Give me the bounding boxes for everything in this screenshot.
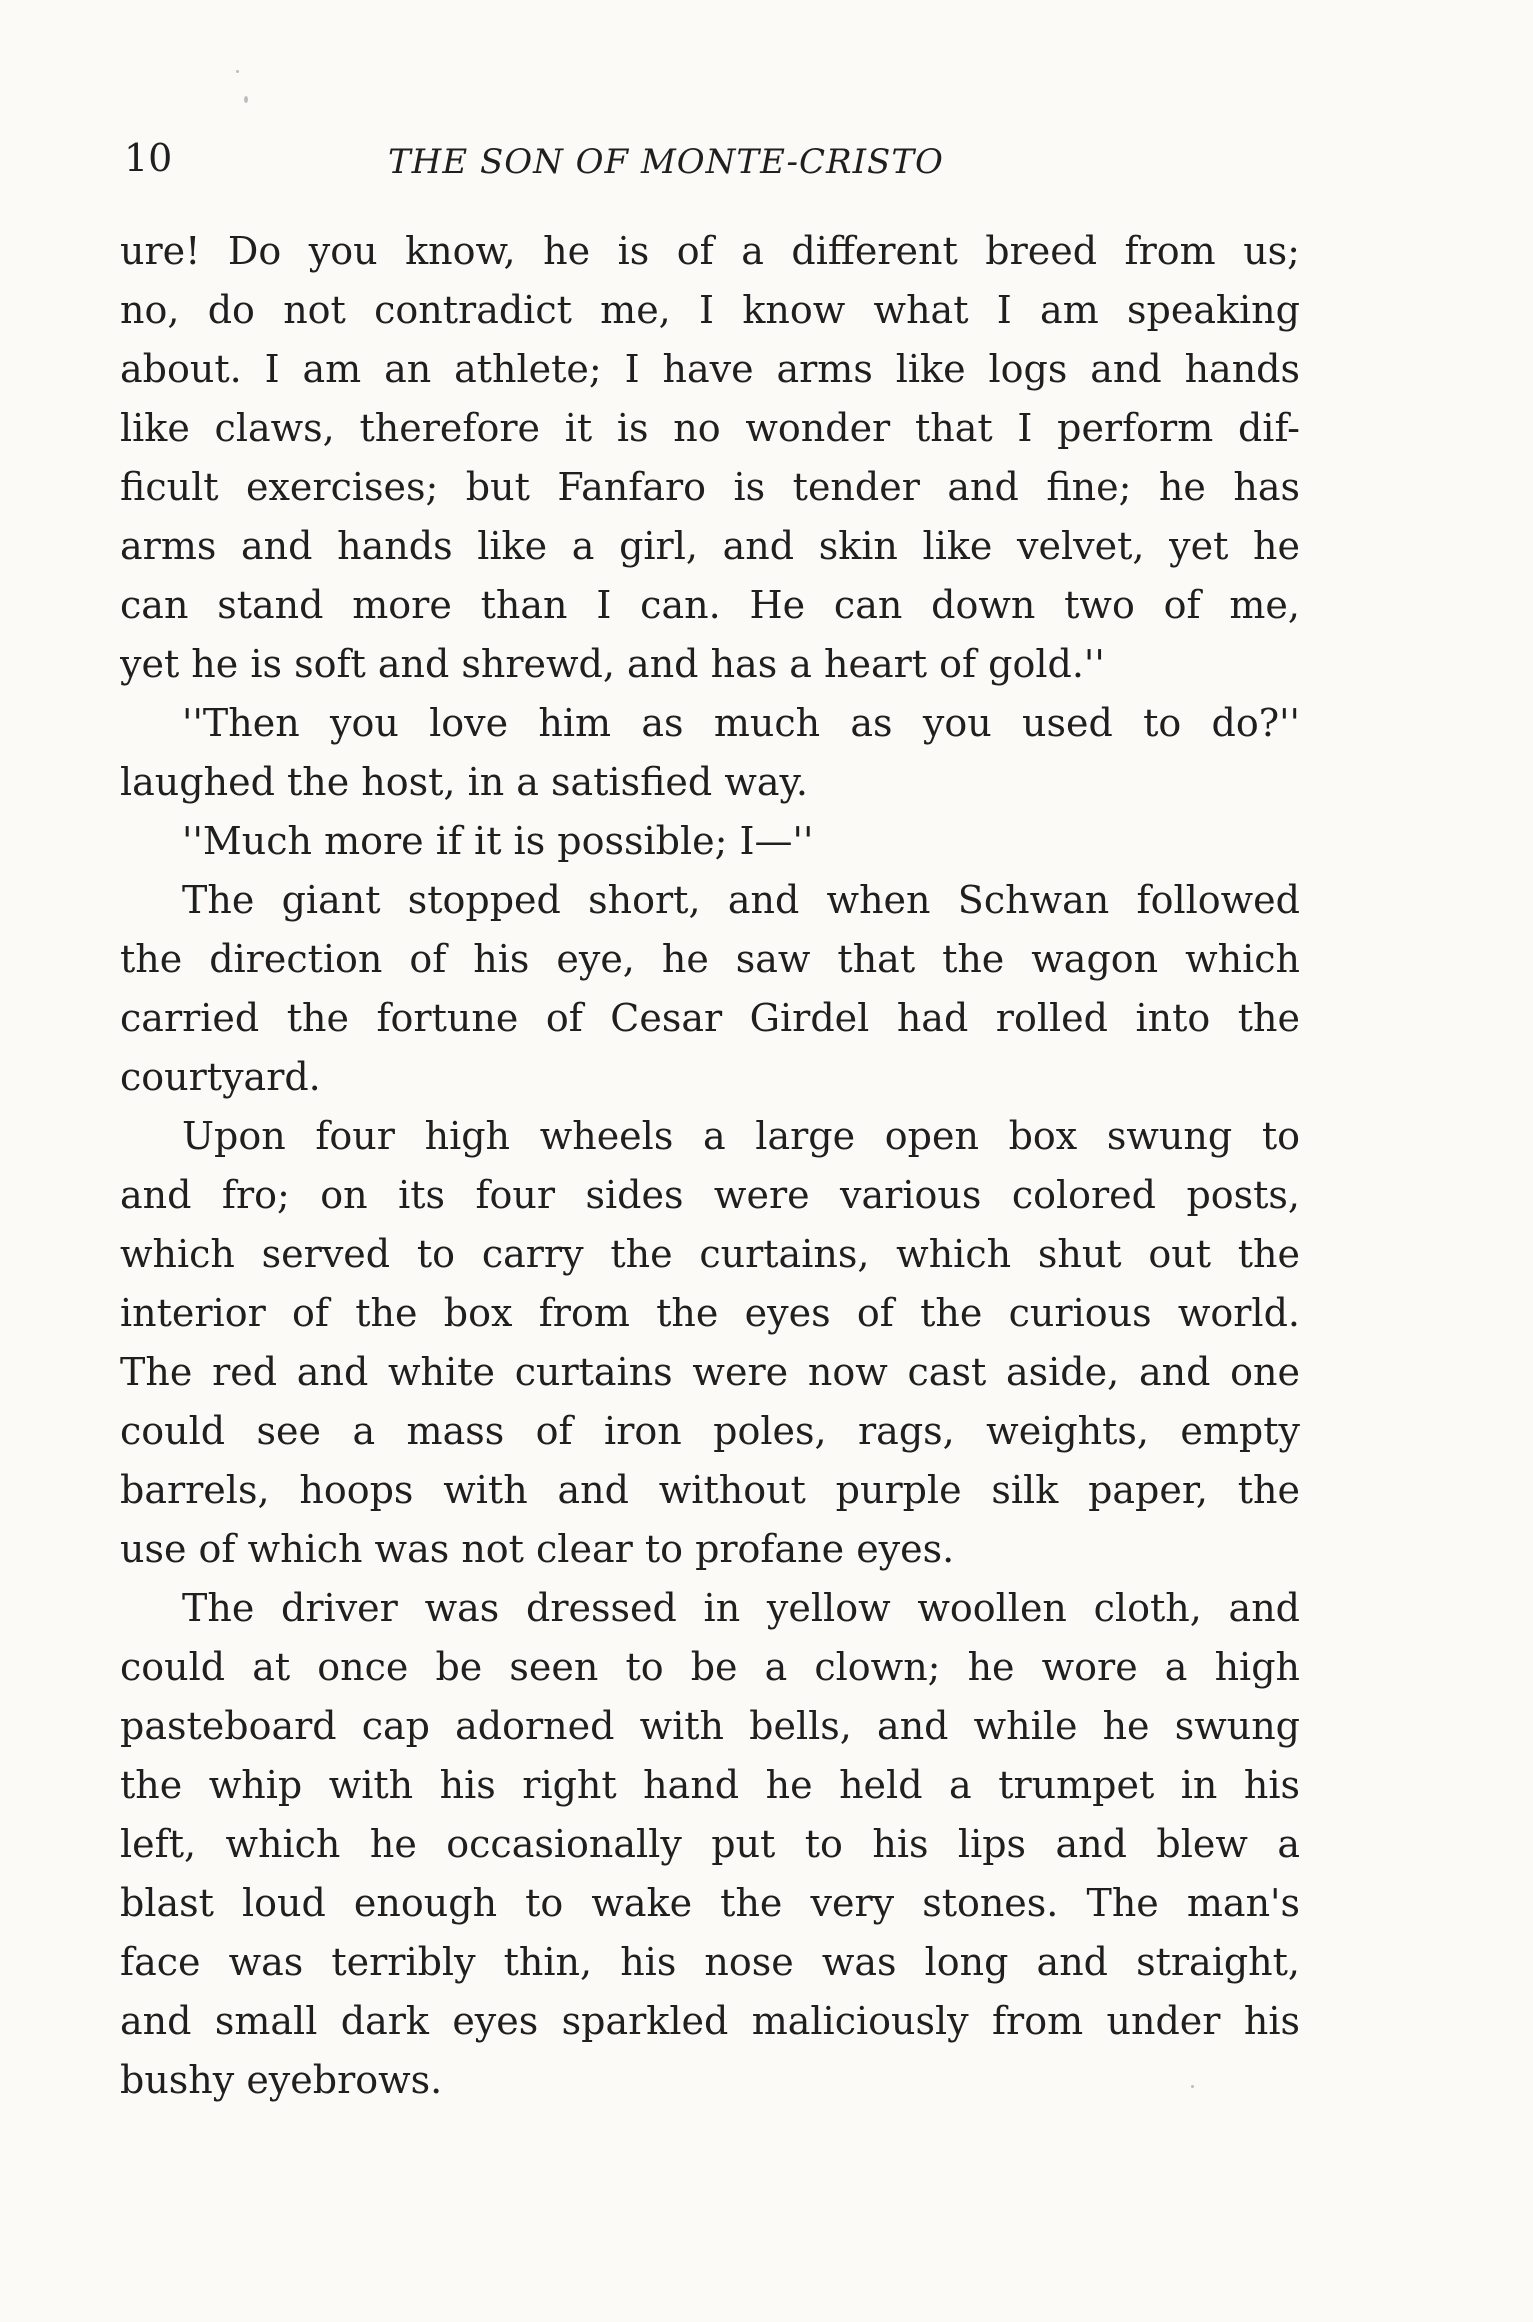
text-line: courtyard.: [120, 1055, 321, 1099]
text-line: Upon four high wheels a large open box swung to: [182, 1114, 1300, 1158]
text-line: pasteboard cap adorned with bells, and while he swung: [120, 1704, 1300, 1748]
text-line: no, do not contradict me, I know what I am speaking: [120, 288, 1300, 332]
text-line: laughed the host, in a satisfied way.: [120, 760, 809, 804]
text-line: could at once be seen to be a clown; he wore a high: [120, 1645, 1300, 1689]
text-line: yet he is soft and shrewd, and has a heart of gold.'': [120, 642, 1105, 686]
text-line: like claws, therefore it is no wonder that I perform dif-: [120, 406, 1300, 450]
text-line: and small dark eyes sparkled maliciously from under his: [120, 1999, 1300, 2043]
text-line: blast loud enough to wake the very stones. The man's: [120, 1881, 1300, 1925]
text-line: bushy eyebrows.: [120, 2058, 443, 2102]
text-line: and fro; on its four sides were various colored posts,: [120, 1173, 1300, 1217]
page-number: 10: [124, 136, 173, 180]
body-text: [120, 222, 1300, 2110]
text-line: which served to carry the curtains, which shut out the: [120, 1232, 1300, 1276]
text-line: barrels, hoops with and without purple silk paper, the: [120, 1468, 1300, 1512]
text-line: the direction of his eye, he saw that the wagon which: [120, 937, 1300, 981]
text-line: could see a mass of iron poles, rags, weights, empty: [120, 1409, 1300, 1453]
text-line: The giant stopped short, and when Schwan followed: [182, 878, 1300, 922]
page-header: [120, 136, 1300, 196]
text-line: carried the fortune of Cesar Girdel had rolled into the: [120, 996, 1300, 1040]
text-line: face was terribly thin, his nose was long and straight,: [120, 1940, 1300, 1984]
paper-speck: [236, 70, 239, 73]
text-line: arms and hands like a girl, and skin like velvet, yet he: [120, 524, 1300, 568]
paper-speck: [244, 96, 248, 103]
text-line: The red and white curtains were now cast aside, and one: [120, 1350, 1300, 1394]
text-line: about. I am an athlete; I have arms like logs and hands: [120, 347, 1300, 391]
text-line: The driver was dressed in yellow woollen cloth, and: [182, 1586, 1300, 1630]
text-line: the whip with his right hand he held a trumpet in his: [120, 1763, 1300, 1807]
text-line: use of which was not clear to profane eyes.: [120, 1527, 955, 1571]
text-line: interior of the box from the eyes of the curious world.: [120, 1291, 1300, 1335]
text-line: left, which he occasionally put to his lips and blew a: [120, 1822, 1300, 1866]
text-line: ure! Do you know, he is of a different breed from us;: [120, 229, 1300, 273]
text-line: can stand more than I can. He can down two of me,: [120, 583, 1300, 627]
text-line: ficult exercises; but Fanfaro is tender and fine; he has: [120, 465, 1300, 509]
running-title: THE SON OF MONTE-CRISTO: [388, 142, 944, 182]
text-line: ''Then you love him as much as you used to do?'': [182, 701, 1300, 745]
text-line: ''Much more if it is possible; I—'': [182, 819, 814, 863]
